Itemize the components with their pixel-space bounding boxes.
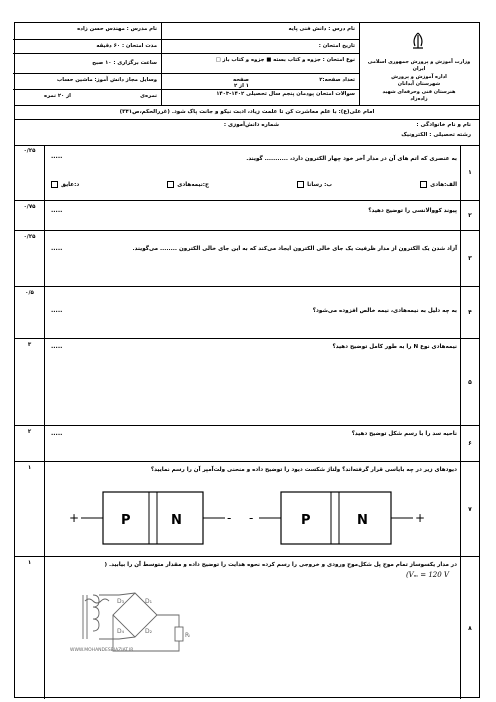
student-number-label: شماره دانش‌آموزی :: [223, 122, 279, 128]
question-score: ۱: [15, 462, 45, 556]
question-score: ۳: [15, 339, 45, 425]
checkbox[interactable]: [420, 181, 427, 188]
question-text: پیوند کووالانسی را توضیح دهید؟: [368, 208, 457, 214]
student-name-label: نام و نام خانوادگی :: [416, 122, 471, 128]
exam-title: سوالات امتحان پودمان پنجم سال تحصیلی ۱۴۰۲-۱۴۰۳: [216, 91, 355, 97]
answer-dots: .....: [51, 343, 63, 350]
question-number: ۵: [460, 339, 479, 425]
svg-text:Rₗ: Rₗ: [185, 632, 191, 639]
question-text: به عنصری که اتم های آن در مدار آخر خود چهار الکترون دارد، ........... گویند.: [246, 156, 457, 162]
page-count: تعداد صفحه:۲: [319, 77, 355, 83]
question-score: ۰/۲۵: [15, 145, 45, 200]
transformer-primary: [85, 599, 109, 603]
question-number: ۷: [460, 462, 479, 556]
answer-dots: .....: [51, 430, 63, 437]
exam-time: ساعت برگزاری : ۱۰ صبح: [92, 60, 157, 66]
ministry-block: [359, 23, 479, 105]
ministry-line-5: هنرستان فنی وحرفه‌ای شهید: [382, 89, 456, 95]
allowed-tools: وسایل مجاز دانش آموز: ماشین حساب: [56, 77, 157, 83]
question-score: ۲: [15, 426, 45, 461]
question-score: ۰/۵: [15, 287, 45, 338]
question-8: [15, 557, 479, 699]
diode-1: [69, 492, 231, 544]
question-text: در مدار یکسوساز تمام موج پل شکل‌موج ورودی و خروجی را رسم کرده نحوه هدایت را توضیح داده و مقدار متوسط آن را بیابید. (: [104, 562, 457, 568]
question-number: ۱: [460, 145, 479, 200]
checkbox[interactable]: [297, 181, 304, 188]
question-number: ۲: [460, 201, 479, 230]
question-5: [15, 339, 479, 426]
polarity-left: +: [69, 511, 80, 525]
imam-quote: امام علی(ع): با علم معاشرت کن تا علمت زیاد، ادبت نیکو و جانت پاک شود. (غررالحکم،ص۳۴۱): [15, 105, 479, 120]
question-score: ۰/۲۵: [15, 231, 45, 286]
checkbox[interactable]: [167, 181, 174, 188]
question-4: [15, 287, 479, 339]
option-d[interactable]: د:عایق: [51, 181, 79, 188]
course-name: نام درس : دانش فنی پایه: [288, 26, 355, 32]
diode-2: [249, 492, 425, 544]
teacher-block: [13, 23, 161, 105]
option-c[interactable]: ج:نیمه‌هادی: [167, 181, 209, 188]
question-3: [15, 231, 479, 287]
p-region-label: P: [121, 513, 131, 528]
teacher-name: نام مدرس : مهندس حسن زاده: [77, 26, 157, 32]
diode-diagram: [63, 484, 443, 548]
site-watermark: WWW.MOHANDESBIAZIAT.IR: [70, 648, 134, 653]
ministry-line-3: اداره آموزش و پرورش: [391, 74, 447, 80]
score-total: از ۲۰ نمره: [44, 93, 71, 99]
svg-text:D₄: D₄: [117, 628, 125, 635]
question-text: ناحیه سد را با رسم شکل توضیح دهید؟: [351, 431, 457, 437]
answer-dots: .....: [51, 307, 63, 314]
n-region-label: N: [171, 513, 182, 528]
p-region-label: P: [301, 513, 311, 528]
svg-text:D₃: D₃: [117, 598, 125, 605]
question-score: ۰/۷۵: [15, 201, 45, 230]
checkbox[interactable]: [51, 181, 58, 188]
exam-info-block: [161, 23, 359, 105]
iran-emblem-icon: [407, 31, 429, 51]
question-text: آزاد شدن یک الکترون از مدار ظرفیت یک جای خالی الکترون ایجاد می‌کند که به این جای خالی الکترون ........ می‌گویند.: [132, 246, 457, 252]
option-b[interactable]: ب: رسانا: [297, 181, 332, 188]
n-region-label: N: [357, 513, 368, 528]
question-number: ۳: [460, 231, 479, 286]
exam-date: تاریخ امتحان :: [318, 43, 355, 49]
answer-options: [51, 181, 457, 188]
question-number: ۴: [460, 287, 479, 338]
question-text: به چه دلیل به نیمه‌هادی، نیمه خالص افزوده می‌شود؟: [312, 308, 457, 314]
question-text: دیودهای زیر در چه بایاسی قرار گرفته‌اند؟ ولتاژ شکست دیود را توضیح داده و منحنی ولت‌آمپر آن را رسم نمایید؟: [150, 467, 457, 473]
ministry-line-4: شهرستان آبدانان: [397, 81, 441, 87]
polarity-right: +: [415, 511, 426, 525]
question-number: ۸: [460, 557, 479, 699]
exam-duration: مدت امتحان : ۶۰ دقیقه: [96, 43, 157, 49]
question-1: [15, 145, 479, 201]
svg-text:D₁: D₁: [145, 598, 153, 605]
formula: (Vₘ = 120 V: [405, 571, 449, 579]
answer-dots: .....: [51, 207, 63, 214]
exam-sheet: [14, 22, 480, 698]
score-label: نمره‌ی: [140, 93, 157, 99]
transformer-coil: [93, 595, 99, 631]
option-a[interactable]: الف:هادی: [420, 181, 457, 188]
question-score: ۱: [15, 557, 45, 699]
student-field-label: رشته تحصیلی : الکترونیک: [401, 132, 471, 138]
page-index: ۱ از ۲: [233, 83, 249, 89]
ministry-line-2: ایران: [412, 66, 426, 72]
ministry-line-6: زاده‌زاد: [410, 96, 428, 102]
answer-dots: .....: [51, 153, 63, 160]
question-2: [15, 201, 479, 231]
svg-text:D₂: D₂: [145, 628, 153, 635]
question-number: ۶: [460, 426, 479, 461]
ministry-line-1: وزارت آموزش و پرورش جمهوری اسلامی: [367, 59, 471, 65]
exam-header: [15, 23, 479, 106]
answer-dots: .....: [51, 245, 63, 252]
question-text: نیمه‌هادی نوع N را به طور کامل توضیح دهید؟: [332, 344, 457, 350]
question-6: [15, 426, 479, 462]
student-info: [15, 119, 479, 146]
page-label: صفحه: [233, 77, 249, 83]
exam-type: نوع امتحان : جزوه و کتاب بسته ■ جزوه و کتاب باز □: [215, 57, 355, 63]
polarity-right: -: [227, 511, 232, 525]
question-7: [15, 462, 479, 557]
polarity-left: -: [249, 511, 254, 525]
load-resistor: [175, 627, 183, 641]
